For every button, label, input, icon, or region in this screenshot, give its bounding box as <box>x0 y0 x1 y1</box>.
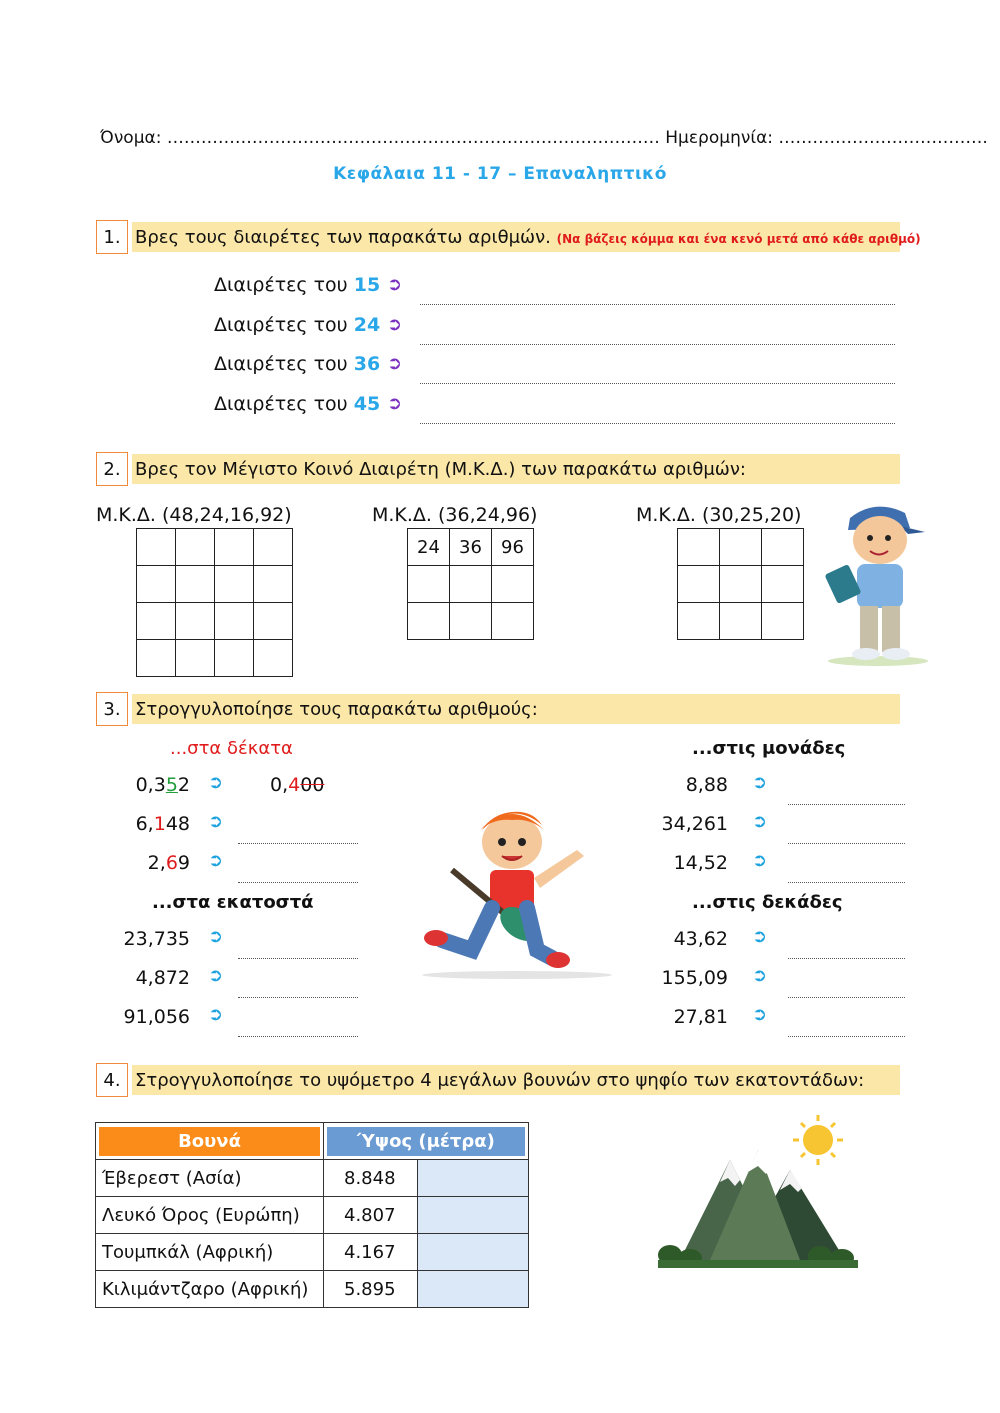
arrow-icon: ➲ <box>752 1004 768 1025</box>
grid-cell[interactable] <box>762 529 804 566</box>
grid-cell[interactable] <box>176 529 215 566</box>
answer-line[interactable] <box>420 383 895 384</box>
grid-cell[interactable] <box>254 566 293 603</box>
number-part: 48 <box>165 813 190 835</box>
hundredths-number: 91,056 <box>123 1006 190 1028</box>
answer-line[interactable] <box>238 1036 358 1037</box>
mountain-name: Κιλιμάντζαρο (Αφρική) <box>96 1271 324 1308</box>
mountain-name: Έβερεστ (Ασία) <box>96 1160 324 1197</box>
example-check-digit: 5 <box>165 774 178 796</box>
grid-header-cell: 36 <box>450 529 492 566</box>
tenths-number <box>80 852 190 874</box>
answer-line[interactable] <box>420 304 895 305</box>
number-part: 9 <box>177 852 190 874</box>
hundredths-heading: ...στα εκατοστά <box>152 892 314 913</box>
arrow-icon: ➲ <box>752 926 768 947</box>
section1-note: (Να βάζεις κόμμα και ένα κενό μετά από κάθε αριθμό) <box>556 232 921 246</box>
arrow-icon: ➲ <box>387 393 403 414</box>
rounded-height-answer[interactable] <box>418 1160 529 1197</box>
name-date-line[interactable]: Όνομα: …………………………………………………………………………… Ημερομηνία: ………………………………. <box>100 128 988 148</box>
arrow-icon: ➲ <box>387 314 403 335</box>
arrow-icon: ➲ <box>208 772 224 793</box>
units-number: 34,261 <box>661 813 728 835</box>
rounded-height-answer[interactable] <box>418 1271 529 1308</box>
example-part: 2 <box>177 774 190 796</box>
mountain-name: Λευκό Όρος (Ευρώπη) <box>96 1197 324 1234</box>
answer-line[interactable] <box>788 804 905 805</box>
hundredths-number: 23,735 <box>123 928 190 950</box>
answer-line[interactable] <box>238 882 358 883</box>
grid-cell[interactable] <box>215 603 254 640</box>
number-part: 6, <box>135 813 154 835</box>
tens-number: 43,62 <box>673 928 728 950</box>
section4-text: Στρογγυλοποίησε το υψόμετρο 4 μεγάλων βουνών στο ψηφίο των εκατοντάδων: <box>135 1070 865 1091</box>
arrow-icon: ➲ <box>208 926 224 947</box>
mountain-height: 8.848 <box>324 1160 418 1197</box>
grid-cell[interactable] <box>408 566 450 603</box>
grid-cell[interactable] <box>176 640 215 677</box>
answer-line[interactable] <box>788 882 905 883</box>
grid-cell[interactable] <box>254 529 293 566</box>
answer-line[interactable] <box>788 1036 905 1037</box>
units-number: 14,52 <box>673 852 728 874</box>
grid-cell[interactable] <box>762 566 804 603</box>
grid-cell[interactable] <box>678 566 720 603</box>
grid-cell[interactable] <box>678 603 720 640</box>
answer-line[interactable] <box>238 997 358 998</box>
section1-text: Βρες τους διαιρέτες των παρακάτω αριθμών. <box>135 227 551 248</box>
answer-struck-zeros: 00 <box>300 774 325 796</box>
divisors-label-15 <box>214 274 380 296</box>
rounding-digit: 6 <box>165 852 178 874</box>
hundredths-number: 4,872 <box>135 967 190 989</box>
mkd-grid-2[interactable] <box>407 528 534 640</box>
tens-number: 155,09 <box>661 967 728 989</box>
mountain-name: Τουμπκάλ (Αφρική) <box>96 1234 324 1271</box>
page-title: Κεφάλαια 11 - 17 – Επαναληπτικό <box>333 164 667 184</box>
grid-cell[interactable] <box>137 640 176 677</box>
arrow-icon: ➲ <box>387 353 403 374</box>
grid-cell[interactable] <box>215 640 254 677</box>
grid-cell[interactable] <box>254 603 293 640</box>
table-header-height: Ύψος (μέτρα) <box>327 1127 525 1156</box>
answer-rounded-digit: 4 <box>288 774 301 796</box>
number-part: 2, <box>147 852 166 874</box>
tenths-number <box>80 813 190 835</box>
rounded-height-answer[interactable] <box>418 1234 529 1271</box>
arrow-icon: ➲ <box>752 965 768 986</box>
divisors-prefix: Διαιρέτες του <box>214 314 348 336</box>
grid-cell[interactable] <box>720 566 762 603</box>
grid-cell[interactable] <box>450 566 492 603</box>
divisors-label-24 <box>214 314 380 336</box>
grid-cell[interactable] <box>720 529 762 566</box>
answer-line[interactable] <box>788 843 905 844</box>
tenths-heading: ...στα δέκατα <box>170 738 293 759</box>
table-header-mountains-cell <box>96 1123 324 1160</box>
answer-line[interactable] <box>238 958 358 959</box>
answer-part: 0, <box>270 774 289 796</box>
arrow-icon: ➲ <box>752 772 768 793</box>
grid-cell[interactable] <box>215 529 254 566</box>
divisors-number: 36 <box>353 353 381 375</box>
boy-tablet-illustration <box>820 498 935 668</box>
grid-cell[interactable] <box>137 603 176 640</box>
grid-cell[interactable] <box>176 566 215 603</box>
tens-number: 27,81 <box>673 1006 728 1028</box>
divisors-prefix: Διαιρέτες του <box>214 353 348 375</box>
grid-cell[interactable] <box>492 566 534 603</box>
answer-line[interactable] <box>238 843 358 844</box>
table-header-height-cell <box>324 1123 529 1160</box>
example-answer <box>270 774 324 796</box>
arrow-icon: ➲ <box>208 1004 224 1025</box>
section2-number: 2. <box>96 452 128 486</box>
answer-line[interactable] <box>420 344 895 345</box>
arrow-icon: ➲ <box>387 274 403 295</box>
section4-number: 4. <box>96 1063 128 1097</box>
mountain-height: 4.807 <box>324 1197 418 1234</box>
divisors-label-45 <box>214 393 380 415</box>
grid-cell[interactable] <box>137 566 176 603</box>
mkd-label-1: Μ.Κ.Δ. (48,24,16,92) <box>96 504 292 526</box>
answer-line[interactable] <box>788 997 905 998</box>
section3-number: 3. <box>96 692 128 726</box>
divisors-prefix: Διαιρέτες του <box>214 274 348 296</box>
grid-cell[interactable] <box>762 603 804 640</box>
arrow-icon: ➲ <box>208 850 224 871</box>
grid-cell[interactable] <box>254 640 293 677</box>
divisors-prefix: Διαιρέτες του <box>214 393 348 415</box>
grid-header-cell: 96 <box>492 529 534 566</box>
section1-number: 1. <box>96 220 128 254</box>
divisors-number: 15 <box>353 274 381 296</box>
mountains-table <box>95 1122 529 1308</box>
section1-instruction <box>135 227 921 248</box>
rounding-digit: 1 <box>153 813 166 835</box>
arrow-icon: ➲ <box>208 965 224 986</box>
section2-text: Βρες τον Μέγιστο Κοινό Διαιρέτη (Μ.Κ.Δ.) των παρακάτω αριθμών: <box>135 459 746 480</box>
divisors-number: 24 <box>353 314 381 336</box>
arrow-icon: ➲ <box>752 811 768 832</box>
table-row <box>96 1197 529 1234</box>
grid-header-cell: 24 <box>408 529 450 566</box>
grid-cell[interactable] <box>720 603 762 640</box>
table-header-mountains: Βουνά <box>99 1127 320 1156</box>
divisors-label-36 <box>214 353 380 375</box>
mountain-height: 4.167 <box>324 1234 418 1271</box>
example-number <box>100 774 190 796</box>
grid-cell[interactable] <box>492 603 534 640</box>
grid-cell[interactable] <box>215 566 254 603</box>
table-row <box>96 1160 529 1197</box>
grid-cell[interactable] <box>450 603 492 640</box>
arrow-icon: ➲ <box>208 811 224 832</box>
table-row <box>96 1271 529 1308</box>
example-part: 0,3 <box>135 774 166 796</box>
grid-cell[interactable] <box>176 603 215 640</box>
rounded-height-answer[interactable] <box>418 1197 529 1234</box>
grid-cell[interactable] <box>137 529 176 566</box>
tens-heading: ...στις δεκάδες <box>692 892 843 913</box>
arrow-icon: ➲ <box>752 850 768 871</box>
mountain-sun-illustration <box>650 1110 865 1280</box>
mountain-height: 5.895 <box>324 1271 418 1308</box>
divisors-number: 45 <box>353 393 381 415</box>
answer-line[interactable] <box>788 958 905 959</box>
mkd-grid-1[interactable] <box>136 528 293 677</box>
mkd-label-3: Μ.Κ.Δ. (30,25,20) <box>636 504 802 526</box>
table-row <box>96 1234 529 1271</box>
units-number: 8,88 <box>685 774 728 796</box>
grid-cell[interactable] <box>408 603 450 640</box>
boy-guitar-illustration <box>412 800 622 980</box>
answer-line[interactable] <box>420 423 895 424</box>
mkd-grid-3[interactable] <box>677 528 804 640</box>
section3-text: Στρογγυλοποίησε τους παρακάτω αριθμούς: <box>135 699 538 720</box>
mkd-label-2: Μ.Κ.Δ. (36,24,96) <box>372 504 538 526</box>
units-heading: ...στις μονάδες <box>692 738 846 759</box>
grid-cell[interactable] <box>678 529 720 566</box>
